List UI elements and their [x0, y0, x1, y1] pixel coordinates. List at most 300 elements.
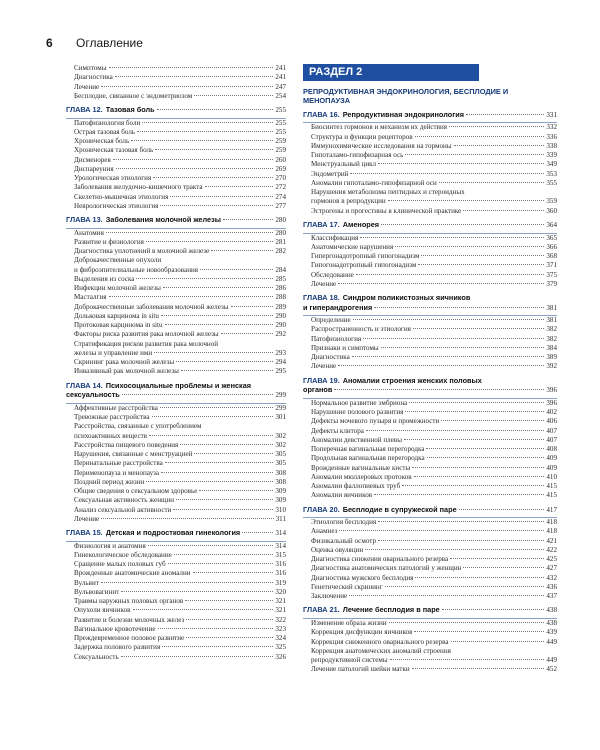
toc-entry-page: 421: [546, 536, 557, 545]
toc-entry-page: 282: [275, 247, 286, 256]
toc-entry-page: 422: [546, 545, 557, 554]
dot-leader: [442, 609, 545, 610]
toc-entry[interactable]: [303, 271, 557, 280]
toc-entry-page: 241: [275, 64, 286, 72]
toc-entry-title: Лечение: [311, 279, 337, 288]
toc-entry-title: Дефекты клитора: [311, 426, 364, 435]
toc-entry[interactable]: [303, 445, 557, 454]
dot-leader: [146, 241, 273, 242]
toc-entry-page: 332: [546, 123, 557, 132]
toc-entry[interactable]: [303, 546, 557, 555]
chapter-heading[interactable]: [66, 381, 286, 401]
toc-entry-page: 305: [275, 459, 286, 468]
dot-leader: [142, 122, 273, 123]
toc-entry[interactable]: [66, 542, 286, 551]
chapter-heading[interactable]: [66, 215, 286, 226]
dot-leader: [109, 296, 274, 297]
dot-leader: [338, 283, 544, 284]
toc-entry[interactable]: [66, 441, 286, 450]
toc-entry[interactable]: [66, 459, 286, 468]
toc-entry-page: 449: [546, 656, 557, 665]
chapter-title: Аменорея: [342, 219, 380, 229]
dot-leader: [338, 365, 544, 366]
toc-entry-title: Изменение образа жизни: [311, 619, 387, 628]
toc-entry-page: 425: [546, 555, 557, 564]
dot-leader: [133, 609, 274, 610]
toc-entry[interactable]: [303, 574, 557, 583]
toc-entry-title: Тревожные расстройства: [74, 413, 150, 422]
toc-entry[interactable]: [303, 473, 557, 482]
toc-entry-title: Гипергонадотропный гипогонадизм: [311, 252, 420, 260]
toc-entry-page: 349: [546, 160, 557, 169]
toc-entry[interactable]: [66, 183, 286, 192]
toc-entry-page: 286: [275, 284, 286, 293]
toc-entry[interactable]: [66, 247, 286, 256]
toc-entry-page: 360: [546, 206, 557, 215]
dot-leader: [409, 402, 544, 403]
chapter-page: 331: [546, 110, 557, 119]
toc-entry-title: Хроническая боль: [74, 137, 130, 146]
toc-entry[interactable]: [66, 588, 286, 597]
toc-entry[interactable]: [303, 555, 557, 564]
toc-entry[interactable]: [66, 321, 286, 330]
toc-entry[interactable]: [66, 560, 286, 569]
toc-entry[interactable]: [303, 427, 557, 436]
toc-entry-title-line1: Нарушения метаболизма пептидных и стероидных: [311, 188, 465, 197]
toc-entry[interactable]: [303, 619, 557, 628]
toc-entry-page: 408: [546, 445, 557, 454]
toc-entry-page: 293: [275, 348, 286, 357]
toc-entry[interactable]: [66, 606, 286, 615]
toc-entry-title: Аномалии мюллеровых протоков: [311, 472, 412, 481]
toc-entry-page: 449: [546, 637, 557, 646]
dot-leader: [374, 494, 544, 495]
toc-entry[interactable]: [66, 478, 286, 487]
toc-entry-page: 338: [546, 141, 557, 150]
dot-leader: [365, 549, 544, 550]
dot-leader: [113, 159, 274, 160]
toc-entry[interactable]: [303, 537, 557, 546]
dot-leader: [174, 554, 274, 555]
toc-entry[interactable]: [66, 643, 286, 652]
section-subtitle: РЕПРОДУКТИВНАЯ ЭНДОКРИНОЛОГИЯ, БЕСПЛОДИЕ И МЕНОПАУЗА: [303, 87, 509, 106]
toc-entry[interactable]: [303, 454, 557, 463]
toc-entry[interactable]: [66, 92, 286, 101]
dot-leader: [165, 462, 274, 463]
toc-entry[interactable]: [303, 188, 557, 207]
dot-leader: [231, 306, 274, 307]
toc-entry[interactable]: [303, 234, 557, 243]
toc-entry[interactable]: [303, 142, 557, 151]
chapter-page: 364: [546, 220, 557, 229]
toc-entry[interactable]: [66, 487, 286, 496]
toc-entry[interactable]: [66, 193, 286, 202]
dot-leader: [115, 76, 274, 77]
chapter-heading[interactable]: [303, 293, 557, 313]
toc-entry-title: Дисменорея: [74, 155, 111, 164]
dot-leader: [101, 582, 273, 583]
dot-leader: [221, 333, 274, 334]
chapter-heading[interactable]: [303, 220, 557, 231]
toc-entry-page: 384: [546, 343, 557, 352]
toc-entry-title: Коррекция сниженного овариального резерва: [311, 637, 449, 646]
dot-leader: [366, 430, 544, 431]
toc-entry[interactable]: [66, 146, 286, 155]
toc-entry-title: Дефекты мочевого пузыря и промежности: [311, 417, 440, 426]
toc-right-column: [303, 64, 557, 675]
toc-entry-title-line1: Расстройства, связанные с употреблением: [74, 422, 202, 431]
toc-entry[interactable]: [303, 436, 557, 445]
dot-leader: [136, 278, 273, 279]
toc-entry[interactable]: [66, 312, 286, 321]
toc-entry-title: Диагностика: [74, 73, 113, 82]
toc-entry[interactable]: [66, 616, 286, 625]
dot-leader: [378, 521, 544, 522]
toc-entry[interactable]: [66, 551, 286, 560]
toc-entry-page: 402: [546, 408, 557, 417]
dot-leader: [161, 315, 273, 316]
chapter-heading[interactable]: [303, 505, 557, 516]
toc-entry[interactable]: [303, 417, 557, 426]
dot-leader: [439, 182, 545, 183]
toc-entry-page: 284: [275, 265, 286, 274]
toc-entry[interactable]: [303, 638, 557, 647]
toc-entry[interactable]: [303, 179, 557, 188]
dot-leader: [155, 149, 273, 150]
toc-entry-title: Вульвит: [74, 578, 99, 587]
toc-entry-page: 438: [546, 619, 557, 628]
toc-entry-page: 285: [275, 274, 286, 283]
toc-entry-page: 406: [546, 417, 557, 426]
toc-entry[interactable]: [66, 404, 286, 413]
toc-entry-title: Вульвовагинит: [74, 587, 120, 596]
dot-leader: [200, 269, 273, 270]
toc-entry[interactable]: [303, 665, 557, 674]
dot-leader: [414, 476, 545, 477]
toc-entry-page: 281: [275, 237, 286, 246]
dot-leader: [389, 622, 545, 623]
toc-entry-page: 326: [275, 652, 286, 661]
toc-entry[interactable]: [66, 83, 286, 92]
toc-entry-title-line2: репродуктивной системы: [311, 656, 388, 665]
toc-entry-title: Лечение: [311, 362, 337, 371]
dot-leader: [427, 457, 545, 458]
toc-entry-page: 382: [546, 334, 557, 343]
toc-entry[interactable]: [66, 625, 286, 634]
dot-leader: [186, 637, 273, 638]
dot-leader: [146, 481, 273, 482]
page-number: 6: [46, 36, 53, 50]
toc-entry[interactable]: [66, 515, 286, 524]
toc-entry-page: 371: [546, 261, 557, 270]
toc-entry-title: Расстройства пищевого поведения: [74, 440, 179, 449]
toc-entry-page: 309: [275, 496, 286, 505]
chapter-page: 417: [546, 505, 557, 514]
toc-entry-page: 418: [546, 527, 557, 536]
chapter-title: Заболевания молочной железы: [105, 215, 221, 225]
chapter-label: ГЛАВА 14.: [66, 380, 103, 390]
toc-entry[interactable]: [303, 316, 557, 325]
toc-entry-page: 290: [275, 321, 286, 330]
toc-entry-page: 381: [546, 316, 557, 325]
toc-entry[interactable]: [303, 160, 557, 169]
toc-entry-page: 254: [275, 91, 286, 100]
dot-leader: [378, 540, 544, 541]
chapter-heading[interactable]: [303, 376, 557, 396]
toc-entry-page: 280: [275, 228, 286, 237]
toc-entry-page: 439: [546, 628, 557, 637]
dot-leader: [160, 205, 273, 206]
chapter-heading[interactable]: [66, 105, 286, 116]
toc-entry-title: Поздний период жизни: [74, 477, 145, 486]
dot-leader: [466, 114, 544, 115]
toc-entry[interactable]: [66, 506, 286, 515]
toc-entry-page: 409: [546, 454, 557, 463]
toc-entry[interactable]: [303, 335, 557, 344]
toc-entry-title: Анализ сексуальной активности: [74, 505, 172, 514]
dot-leader: [349, 595, 544, 596]
chapter-label: ГЛАВА 13.: [66, 215, 103, 225]
toc-entry[interactable]: [66, 569, 286, 578]
dot-leader: [170, 196, 273, 197]
toc-entry[interactable]: [66, 202, 286, 211]
dot-leader: [185, 600, 273, 601]
toc-entry-page: 410: [546, 472, 557, 481]
dot-leader: [162, 646, 273, 647]
toc-entry-page: 305: [275, 450, 286, 459]
dot-leader: [415, 136, 545, 137]
toc-entry-page: 314: [275, 541, 286, 550]
chapter-heading[interactable]: [303, 110, 557, 121]
toc-entry[interactable]: [303, 344, 557, 353]
toc-entry[interactable]: [303, 583, 557, 592]
dot-leader: [122, 394, 274, 395]
dot-leader: [334, 389, 544, 390]
toc-entry-title: Сексуальность: [74, 652, 119, 661]
chapter-title: Детская и подростковая гинекология: [105, 528, 241, 538]
dot-leader: [451, 641, 545, 642]
toc-entry-title: Лечение патологий шейки матки: [311, 665, 410, 674]
dot-leader: [168, 563, 274, 564]
dot-leader: [413, 328, 544, 329]
toc-entry[interactable]: [66, 284, 286, 293]
toc-entry[interactable]: [303, 592, 557, 601]
toc-entry[interactable]: [66, 64, 286, 73]
toc-entry[interactable]: [303, 408, 557, 417]
toc-entry-title-line2: гормонов в репродукции: [311, 197, 386, 206]
toc-entry-page: 392: [546, 362, 557, 371]
toc-entry[interactable]: [66, 156, 286, 165]
toc-entry[interactable]: [303, 353, 557, 362]
chapter-label: ГЛАВА 16.: [303, 109, 340, 119]
toc-entry[interactable]: [66, 422, 286, 441]
toc-entry-title: Перинатальные расстройства: [74, 459, 163, 468]
toc-entry-title: Коррекция дисфункции яичников: [311, 628, 413, 637]
dot-leader: [186, 619, 273, 620]
toc-entry-page: 389: [546, 353, 557, 362]
dot-leader: [193, 572, 274, 573]
toc-entry[interactable]: [303, 252, 557, 261]
dot-leader: [352, 356, 545, 357]
toc-entry[interactable]: [66, 256, 286, 275]
toc-entry-page: 382: [546, 325, 557, 334]
toc-entry-title: Развитие и физиология: [74, 237, 144, 246]
toc-entry[interactable]: [66, 73, 286, 82]
toc-entry[interactable]: [66, 340, 286, 359]
toc-entry-title: Аномалии гипоталамо-гипофизарной оси: [311, 178, 437, 187]
toc-entry[interactable]: [303, 362, 557, 371]
toc-entry[interactable]: [303, 628, 557, 637]
dot-leader: [165, 324, 274, 325]
toc-entry-page: 247: [275, 82, 286, 91]
toc-entry[interactable]: [303, 464, 557, 473]
toc-entry-title: Лечение: [74, 514, 100, 523]
toc-entry[interactable]: [303, 207, 557, 216]
toc-entry-page: 368: [546, 252, 557, 260]
toc-entry-title: Неврологическая этиология: [74, 201, 159, 210]
dot-leader: [149, 435, 273, 436]
chapter-title-line1: Аномалии строения женских половых: [342, 375, 482, 385]
toc-entry-title: Эндометрий: [311, 169, 349, 178]
dot-leader: [360, 237, 544, 238]
dot-leader: [205, 186, 274, 187]
toc-entry-title: Задержка полового развития: [74, 643, 161, 652]
toc-entry[interactable]: [303, 261, 557, 270]
toc-entry-page: 270: [275, 174, 286, 183]
toc-entry-title: Заключение: [311, 592, 348, 601]
toc-entry[interactable]: [303, 564, 557, 573]
dot-leader: [441, 420, 544, 421]
dot-leader: [363, 338, 544, 339]
toc-entry[interactable]: [66, 303, 286, 312]
toc-entry-page: 407: [546, 435, 557, 444]
toc-entry-title: Физиология и анатомия: [74, 541, 146, 550]
toc-entry[interactable]: [303, 482, 557, 491]
dot-leader: [163, 287, 273, 288]
toc-entry[interactable]: [66, 367, 286, 376]
toc-entry-title: Общие сведения о сексуальном здоровье: [74, 487, 198, 496]
toc-entry[interactable]: [66, 469, 286, 478]
section-heading: РАЗДЕЛ 2: [303, 64, 479, 81]
toc-entry-title: Врожденные анатомические аномалии: [74, 569, 191, 578]
chapter-heading[interactable]: [66, 528, 286, 539]
toc-entry[interactable]: [303, 280, 557, 289]
toc-entry-page: 308: [275, 477, 286, 486]
dot-leader: [412, 467, 544, 468]
dot-leader: [180, 444, 273, 445]
toc-entry-page: 302: [275, 431, 286, 440]
chapter-page: 299: [275, 391, 286, 400]
toc-entry[interactable]: [303, 325, 557, 334]
dot-leader: [390, 659, 545, 660]
toc-entry-title-line2: психоактивных веществ: [74, 431, 148, 440]
toc-entry-title: Определение: [311, 316, 351, 325]
toc-entry-page: 255: [275, 127, 286, 136]
toc-entry-title: Хроническая тазовая боль: [74, 146, 154, 155]
toc-entry[interactable]: [66, 229, 286, 238]
toc-entry[interactable]: [66, 450, 286, 459]
toc-entry[interactable]: [66, 275, 286, 284]
toc-entry-page: 277: [275, 201, 286, 210]
toc-entry[interactable]: [303, 243, 557, 252]
dot-leader: [454, 145, 545, 146]
chapter-label: ГЛАВА 19.: [303, 375, 340, 385]
toc-entry-title: Симптомы: [74, 64, 107, 72]
toc-entry-page: 294: [275, 358, 286, 367]
dot-leader: [161, 472, 273, 473]
dot-leader: [353, 319, 545, 320]
toc-entry[interactable]: [66, 128, 286, 137]
dot-leader: [223, 219, 273, 220]
toc-entry[interactable]: [66, 293, 286, 302]
toc-entry-page: 308: [275, 468, 286, 477]
chapter-title: Лечение бесплодия в паре: [342, 605, 440, 615]
toc-entry-page: 319: [275, 578, 286, 587]
toc-entry[interactable]: [66, 174, 286, 183]
toc-entry[interactable]: [66, 496, 286, 505]
toc-entry[interactable]: [66, 358, 286, 367]
chapter-heading[interactable]: [303, 605, 557, 616]
toc-entry[interactable]: [303, 123, 557, 132]
toc-left-column: [66, 64, 286, 662]
toc-entry[interactable]: [66, 137, 286, 146]
dot-leader: [199, 490, 273, 491]
dot-leader: [211, 250, 273, 251]
toc-entry[interactable]: [66, 330, 286, 339]
toc-entry[interactable]: [303, 647, 557, 666]
chapter-title-line1: Синдром поликистозных яичников: [342, 293, 471, 302]
toc-entry[interactable]: [303, 399, 557, 408]
dot-leader: [381, 224, 544, 225]
toc-entry-title-line2: и фиброэпителиальные новообразования: [74, 265, 199, 274]
dot-leader: [158, 628, 274, 629]
toc-entry[interactable]: [303, 518, 557, 527]
toc-entry[interactable]: [66, 634, 286, 643]
toc-entry[interactable]: [66, 119, 286, 128]
toc-entry-title: Структура и функции рецепторов: [311, 132, 413, 141]
toc-entry-title-line1: Доброкачественные опухоли: [74, 256, 162, 265]
toc-entry[interactable]: [66, 597, 286, 606]
toc-entry[interactable]: [66, 413, 286, 422]
toc-entry-page: 325: [275, 643, 286, 652]
toc-entry[interactable]: [66, 653, 286, 662]
toc-entry[interactable]: [66, 238, 286, 247]
toc-entry[interactable]: [303, 491, 557, 500]
toc-entry[interactable]: [303, 151, 557, 160]
chapter-title: Репродуктивная эндокринология: [342, 109, 464, 119]
toc-entry-title: Дольковая карцинома in situ: [74, 311, 159, 320]
toc-entry-title: Протоковая карцинома in situ: [74, 321, 163, 330]
toc-entry-title-line2: железы и управление ими: [74, 348, 153, 357]
toc-entry-page: 274: [275, 192, 286, 201]
toc-entry-page: 292: [275, 330, 286, 339]
toc-entry-page: 353: [546, 169, 557, 178]
toc-entry-title: Менструальный цикл: [311, 160, 377, 169]
toc-entry[interactable]: [66, 579, 286, 588]
toc-entry[interactable]: [303, 170, 557, 179]
toc-entry-title: Распространенность и этиология: [311, 325, 411, 334]
chapter-label: ГЛАВА 18.: [303, 293, 340, 302]
toc-entry-page: 379: [546, 279, 557, 288]
toc-entry[interactable]: [303, 133, 557, 142]
toc-entry[interactable]: [66, 165, 286, 174]
toc-entry-title-line1: Коррекция анатомических аномалий строения: [311, 646, 451, 655]
toc-entry-title: Лечение: [74, 82, 100, 91]
toc-entry[interactable]: [303, 527, 557, 536]
dot-leader: [421, 255, 544, 256]
toc-entry-page: 316: [275, 569, 286, 578]
dot-leader: [194, 95, 273, 96]
